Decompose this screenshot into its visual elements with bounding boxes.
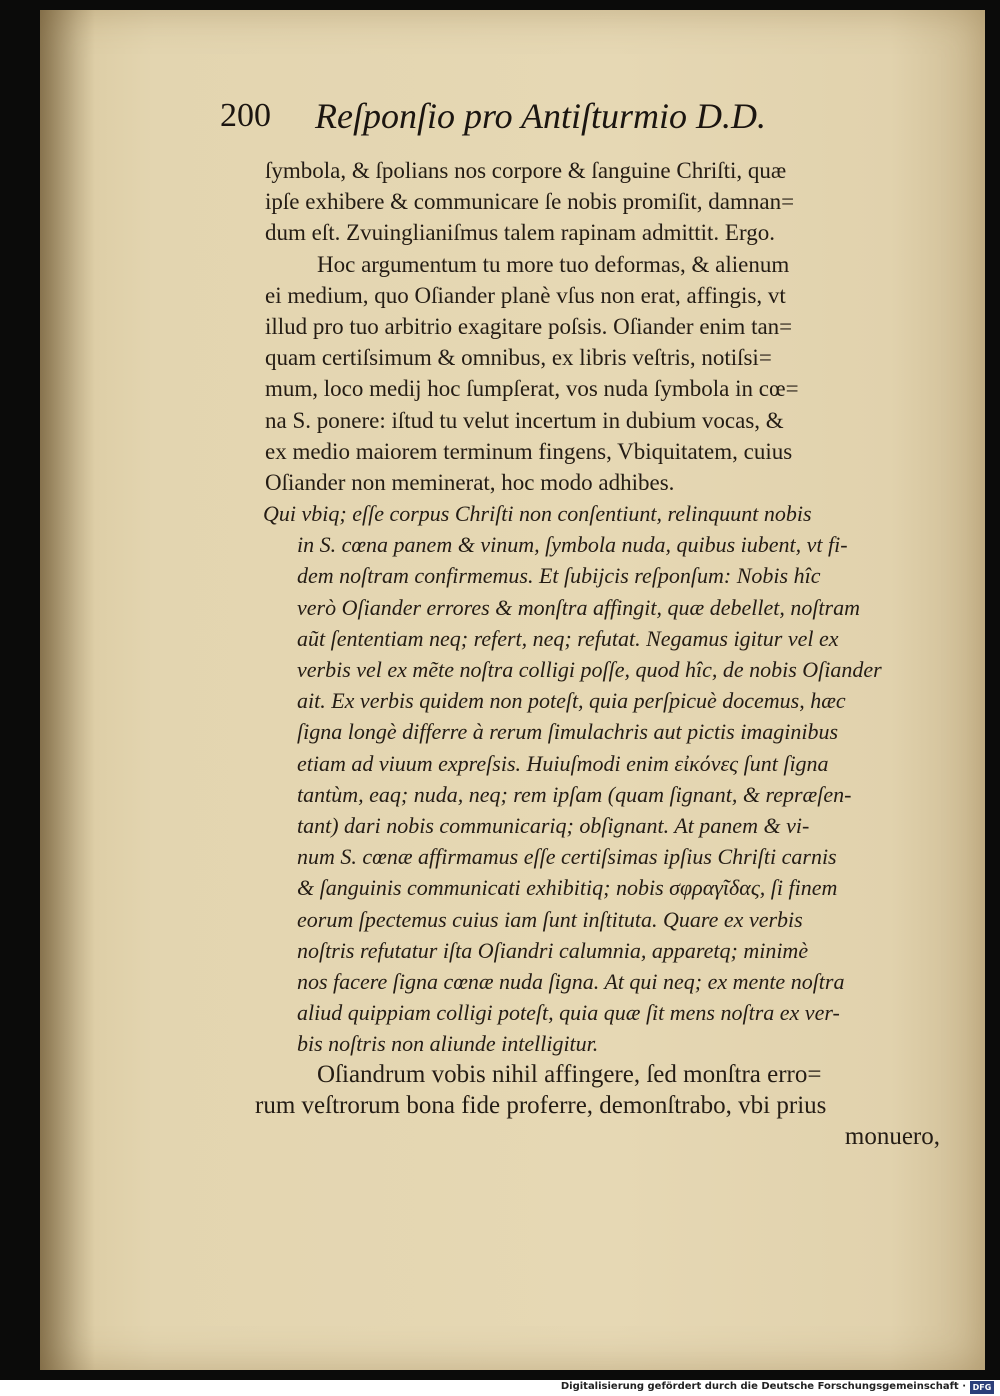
quote-line: ſigna longè differre à rerum ſimulachris aut pictis imaginibus <box>297 719 839 745</box>
text-line: na S. ponere: iſtud tu velut incertum in dubium vocas, & <box>265 407 784 433</box>
running-title: Reſponſio pro Antiſturmio D.D. <box>315 96 767 136</box>
quote-line: noſtris refutatur iſta Oſiandri calumnia, apparetq; minimè <box>297 937 809 963</box>
quote-line: num S. cœnæ affirmamus eſſe certiſsimas ipſius Chriſti carnis <box>297 844 837 870</box>
text-line: ex medio maiorem terminum fingens, Vbiquitatem, cuius <box>265 438 793 464</box>
text-line: mum, loco medij hoc ſumpſerat, vos nuda ſymbola in cœ= <box>265 376 799 402</box>
quote-line: & ſanguinis communicati exhibitiq; nobis σφραγῖδας, ſi finem <box>297 875 838 901</box>
body-text <box>255 155 950 1152</box>
paragraph-1 <box>265 155 950 249</box>
funding-credit: Digitalisierung gefördert durch die Deutsche Forschungsgemeinschaft · <box>560 1381 966 1392</box>
quote-line: Qui vbiq; eſſe corpus Chriſti non conſentiunt, relinquunt nobis <box>263 501 812 527</box>
text-line: dum eſt. Zvuinglianiſmus talem rapinam admittit. Ergo. <box>265 220 775 246</box>
text-line: ipſe exhibere & communicare ſe nobis promiſit, damnan= <box>265 189 795 215</box>
quotation-block <box>265 498 950 1059</box>
quote-line: in S. cœna panem & vinum, ſymbola nuda, quibus iubent, vt fi- <box>297 532 848 558</box>
page-number: 200 <box>220 97 271 134</box>
paragraph-3 <box>255 1059 950 1152</box>
quote-line: eorum ſpectemus cuius iam ſunt inſtituta. Quare ex verbis <box>297 906 803 932</box>
quote-line: aũt ſententiam neq; refert, neq; refutat. Negamus igitur vel ex <box>297 625 839 651</box>
quote-line: tantùm, eaq; nuda, neq; rem ipſam (quam ſignant, & repræſen- <box>297 781 852 807</box>
quote-line: etiam ad viuum expreſsis. Huiuſmodi enim εἰκόνες ſunt ſigna <box>297 750 829 776</box>
catchword: monuero, <box>844 1123 940 1151</box>
quote-line: ait. Ex verbis quidem non poteſt, quia perſpicuè docemus, hæc <box>297 688 846 714</box>
text-line: Oſiandrum vobis nihil affingere, ſed monſtra erro= <box>317 1061 822 1089</box>
text-line: Hoc argumentum tu more tuo deformas, & alienum <box>317 251 790 277</box>
quote-line: dem noſtram confirmemus. Et ſubijcis reſponſum: Nobis hîc <box>297 563 821 589</box>
text-line: illud pro tuo arbitrio exagitare poſsis. Oſiander enim tan= <box>265 313 793 339</box>
quote-line: verbis vel ex mẽte noſtra colligi poſſe, quod hîc, de nobis Oſiander <box>297 657 882 682</box>
text-line: quam certiſsimum & omnibus, ex libris veſtris, notiſsi= <box>265 345 772 371</box>
page-header <box>220 95 860 145</box>
text-line: Oſiander non meminerat, hoc modo adhibes. <box>265 469 675 495</box>
dfg-logo: DFG <box>970 1381 994 1394</box>
text-line: ſymbola, & ſpolians nos corpore & ſanguine Chriſti, quæ <box>265 158 787 183</box>
text-line: ei medium, quo Oſiander planè vſus non erat, affingis, vt <box>265 282 786 308</box>
quote-line: nos facere ſigna cœnæ nuda ſigna. At qui neq; ex mente noſtra <box>297 968 845 994</box>
quote-line: verò Oſiander errores & monſtra affingit, quæ debellet, noſtram <box>297 594 860 620</box>
quote-line: bis noſtris non aliunde intelligitur. <box>297 1031 599 1057</box>
paragraph-2 <box>265 249 950 499</box>
quote-line: tant) dari nobis communicariq; obſignant. At panem & vi- <box>297 812 810 838</box>
text-line: rum veſtrorum bona fide proferre, demonſtrabo, vbi prius <box>255 1092 827 1120</box>
quote-line: aliud quippiam colligi poteſt, quia quæ ſit mens noſtra ex ver- <box>297 1000 840 1026</box>
